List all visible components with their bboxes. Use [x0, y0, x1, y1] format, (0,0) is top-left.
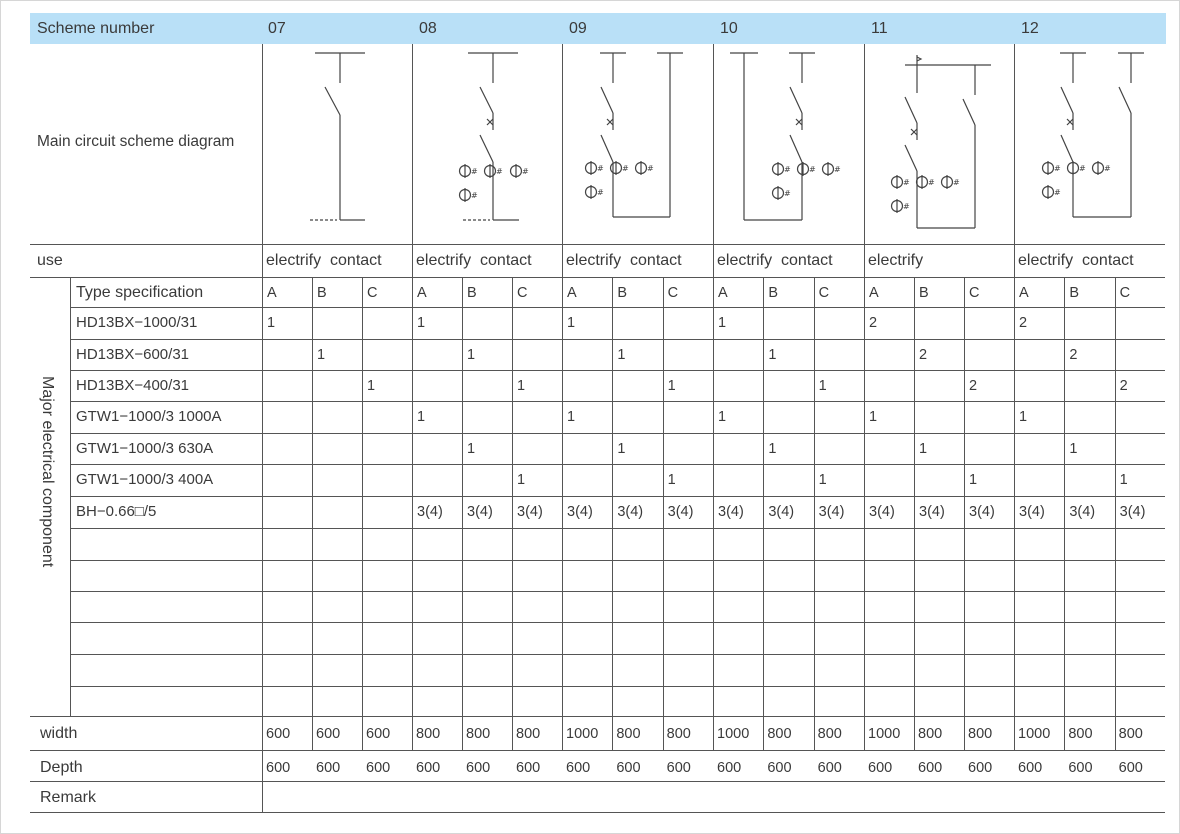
row-line-component [70, 370, 1165, 371]
row-line-component [70, 528, 1165, 529]
svg-text:#: # [903, 202, 910, 211]
component-qty: 1 [1069, 441, 1078, 457]
depth-value: 600 [566, 760, 591, 776]
row-line-component [70, 339, 1165, 340]
row-line-component [70, 433, 1165, 434]
component-qty: 1 [267, 315, 276, 331]
depth-value: 600 [466, 760, 491, 776]
type-letter: C [367, 285, 378, 301]
component-name: GTW1−1000/3 400A [76, 471, 214, 488]
type-letter: B [317, 285, 327, 301]
type-letter: A [417, 285, 427, 301]
use-value: electrify contact [717, 252, 833, 269]
component-qty: 2 [969, 378, 978, 394]
component-name: GTW1−1000/3 1000A [76, 408, 222, 425]
component-qty: 1 [1019, 409, 1028, 425]
row-line-component [70, 464, 1165, 465]
depth-value: 600 [1118, 760, 1143, 776]
svg-text:#: # [496, 167, 503, 176]
width-value: 800 [616, 726, 641, 742]
col-line-sub [512, 277, 513, 750]
svg-text:#: # [471, 167, 478, 176]
scheme-12: 12 [1021, 20, 1039, 37]
col-line-sub [312, 277, 313, 750]
depth-value: 600 [266, 760, 291, 776]
depth-value: 600 [666, 760, 691, 776]
major-component-label: Major electrical component [39, 376, 56, 568]
depth-value: 600 [1018, 760, 1043, 776]
svg-text:#: # [834, 165, 841, 174]
component-qty: 1 [517, 378, 526, 394]
width-value: 600 [316, 726, 341, 742]
width-label: width [40, 725, 78, 742]
component-qty: 1 [667, 472, 676, 488]
svg-text:#: # [809, 165, 816, 174]
type-letter: B [768, 285, 778, 301]
type-spec-header: Type specification [76, 284, 204, 301]
width-value: 1000 [717, 726, 750, 742]
width-value: 800 [968, 726, 993, 742]
component-qty: 1 [367, 378, 376, 394]
width-value: 800 [1068, 726, 1093, 742]
type-letter: A [869, 285, 879, 301]
svg-text:#: # [784, 165, 791, 174]
use-value: electrify contact [416, 252, 532, 269]
component-qty: 1 [768, 441, 777, 457]
col-line-sub [612, 277, 613, 750]
col-line-sub [914, 277, 915, 750]
svg-text:#: # [928, 178, 935, 187]
component-name: HD13BX−400/31 [76, 377, 189, 394]
depth-value: 600 [366, 760, 391, 776]
row-line-depth-bottom [30, 781, 1165, 782]
type-letter: A [567, 285, 577, 301]
width-value: 600 [366, 726, 391, 742]
component-qty: 3(4) [567, 504, 593, 520]
depth-value: 600 [516, 760, 541, 776]
type-letter: C [667, 285, 679, 301]
use-label: use [37, 252, 63, 269]
svg-text:#: # [953, 178, 960, 187]
row-line-component [70, 654, 1165, 655]
component-qty: 3(4) [869, 504, 895, 520]
component-qty: 1 [718, 409, 727, 425]
row-line-components-bottom [30, 716, 1165, 717]
scheme-number-label: Scheme number [37, 20, 155, 37]
width-value: 800 [767, 726, 792, 742]
width-value: 800 [666, 726, 691, 742]
svg-text:#: # [622, 164, 629, 173]
type-letter: C [517, 285, 528, 301]
use-value: electrify contact [266, 252, 382, 269]
type-letter: A [267, 285, 277, 301]
component-qty: 1 [1119, 472, 1128, 488]
component-name: BH−0.66□/5 [76, 503, 157, 520]
svg-text:#: # [1054, 188, 1061, 197]
component-name: HD13BX−600/31 [76, 346, 189, 363]
type-letter: C [1119, 285, 1131, 301]
svg-text:#: # [647, 164, 654, 173]
diagram-12 [1015, 45, 1165, 245]
depth-value: 600 [717, 760, 742, 776]
component-qty: 1 [969, 472, 978, 488]
width-value: 800 [1118, 726, 1143, 742]
component-qty: 1 [768, 347, 777, 363]
component-qty: 1 [667, 378, 676, 394]
width-value: 1000 [868, 726, 901, 742]
use-value: electrify [868, 252, 924, 269]
row-line-use-bottom [30, 277, 1165, 278]
col-line-sub [663, 277, 664, 750]
svg-text:#: # [903, 178, 910, 187]
component-qty: 1 [417, 315, 426, 331]
depth-value: 600 [316, 760, 341, 776]
scheme-09: 09 [569, 20, 587, 37]
svg-text:#: # [1079, 164, 1086, 173]
component-qty: 1 [567, 315, 576, 331]
row-line-component [70, 622, 1165, 623]
component-qty: 1 [617, 347, 626, 363]
col-line-major [70, 277, 71, 716]
component-qty: 3(4) [818, 504, 845, 520]
width-value: 800 [516, 726, 541, 742]
scheme-11: 11 [871, 20, 888, 37]
component-qty: 1 [317, 347, 326, 363]
component-qty: 2 [919, 347, 928, 363]
component-qty: 3(4) [768, 504, 795, 520]
diagram-08 [413, 45, 563, 245]
component-qty: 3(4) [718, 504, 744, 520]
row-line-remark-bottom [30, 812, 1165, 813]
use-value: electrify contact [566, 252, 682, 269]
component-qty: 3(4) [919, 504, 945, 520]
header-bar [30, 13, 1166, 44]
component-qty: 1 [818, 378, 827, 394]
component-qty: 3(4) [1069, 504, 1096, 520]
component-qty: 3(4) [1119, 504, 1146, 520]
component-qty: 3(4) [667, 504, 694, 520]
component-qty: 1 [617, 441, 626, 457]
svg-text:#: # [522, 167, 529, 176]
type-letter: C [818, 285, 830, 301]
scheme-10: 10 [720, 20, 738, 37]
type-letter: A [1019, 285, 1029, 301]
row-line-component [70, 686, 1165, 687]
component-qty: 1 [919, 441, 928, 457]
component-qty: 3(4) [617, 504, 644, 520]
row-line-component [70, 591, 1165, 592]
component-qty: 1 [467, 347, 476, 363]
depth-value: 600 [616, 760, 641, 776]
component-qty: 2 [1119, 378, 1128, 394]
depth-value: 600 [416, 760, 441, 776]
col-line-sub [1064, 277, 1065, 750]
component-qty: 2 [1069, 347, 1078, 363]
row-line-component [70, 496, 1165, 497]
diagram-row-label: Main circuit scheme diagram [37, 133, 235, 150]
component-qty: 3(4) [1019, 504, 1045, 520]
width-value: 800 [918, 726, 943, 742]
svg-text:#: # [1054, 164, 1061, 173]
component-qty: 1 [467, 441, 476, 457]
scheme-07: 07 [268, 20, 286, 37]
component-qty: 3(4) [517, 504, 543, 520]
svg-text:#: # [597, 164, 604, 173]
diagram-09 [563, 45, 714, 245]
component-qty: 1 [567, 409, 576, 425]
type-letter: B [919, 285, 929, 301]
component-qty: 2 [869, 315, 878, 331]
depth-label: Depth [40, 759, 83, 776]
component-qty: 1 [869, 409, 878, 425]
svg-text:#: # [471, 191, 478, 200]
col-line-sub [763, 277, 764, 750]
depth-value: 600 [968, 760, 993, 776]
row-line-component [70, 401, 1165, 402]
width-value: 1000 [1018, 726, 1051, 742]
depth-value: 600 [817, 760, 842, 776]
diagram-07 [263, 45, 413, 245]
type-letter: A [718, 285, 728, 301]
width-value: 800 [416, 726, 441, 742]
col-line-sub [362, 277, 363, 750]
use-value: electrify contact [1018, 252, 1134, 269]
width-value: 1000 [566, 726, 599, 742]
svg-text:#: # [1104, 164, 1111, 173]
row-line-component [70, 307, 1165, 308]
depth-value: 600 [868, 760, 893, 776]
component-qty: 1 [718, 315, 727, 331]
component-qty: 3(4) [417, 504, 443, 520]
depth-value: 600 [767, 760, 792, 776]
type-letter: B [467, 285, 477, 301]
component-qty: 1 [818, 472, 827, 488]
component-name: HD13BX−1000/31 [76, 314, 198, 331]
width-value: 600 [266, 726, 291, 742]
component-qty: 2 [1019, 315, 1028, 331]
component-qty: 1 [417, 409, 426, 425]
scheme-08: 08 [419, 20, 437, 37]
width-value: 800 [817, 726, 842, 742]
type-letter: C [969, 285, 980, 301]
type-letter: B [1069, 285, 1079, 301]
remark-label: Remark [40, 789, 97, 806]
col-line-sub [964, 277, 965, 750]
depth-value: 600 [1068, 760, 1093, 776]
svg-text:#: # [597, 188, 604, 197]
depth-value: 600 [918, 760, 943, 776]
component-qty: 3(4) [467, 504, 493, 520]
component-qty: 3(4) [969, 504, 995, 520]
row-line-component [70, 560, 1165, 561]
diagram-11 [865, 45, 1015, 245]
svg-text:#: # [784, 189, 791, 198]
col-line-sub [462, 277, 463, 750]
col-line-sub [1115, 277, 1116, 750]
type-letter: B [617, 285, 627, 301]
col-line-sub [814, 277, 815, 750]
width-value: 800 [466, 726, 491, 742]
component-qty: 1 [517, 472, 526, 488]
diagram-10 [714, 45, 865, 245]
component-name: GTW1−1000/3 630A [76, 440, 214, 457]
row-line-width-bottom [30, 750, 1165, 751]
